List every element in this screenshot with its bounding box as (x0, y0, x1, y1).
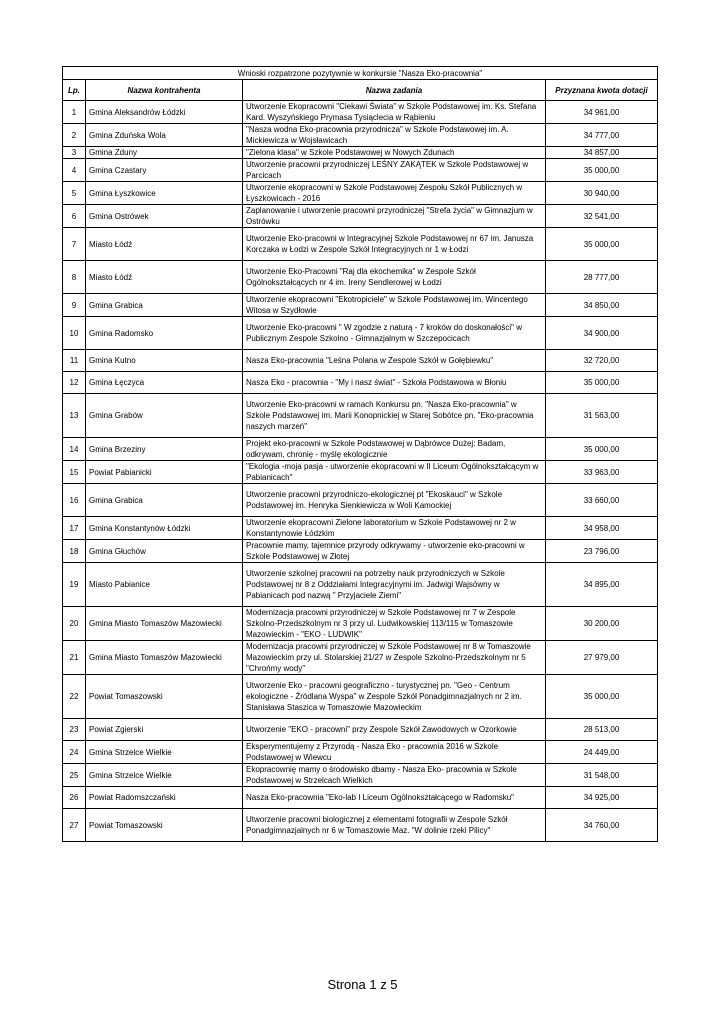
row-lp: 18 (63, 540, 86, 563)
row-contractor: Gmina Miasto Tomaszów Mazowiecki (86, 641, 243, 675)
row-lp: 2 (63, 124, 86, 147)
row-contractor: Gmina Kutno (86, 350, 243, 372)
row-lp: 22 (63, 675, 86, 719)
row-amount: 31 548,00 (546, 764, 658, 787)
row-contractor: Powiat Radomszczański (86, 787, 243, 809)
row-lp: 12 (63, 372, 86, 394)
row-amount: 31 563,00 (546, 394, 658, 438)
row-task: Nasza Eko - pracownia - "My i nasz świat" - Szkoła Podstawowa w Błoniu (243, 372, 546, 394)
row-amount: 35 000,00 (546, 228, 658, 261)
header-task: Nazwa zadania (243, 80, 546, 101)
row-contractor: Gmina Strzelce Wielkie (86, 741, 243, 764)
table-row (63, 607, 658, 641)
table-row (63, 317, 658, 350)
table-row (63, 124, 658, 147)
row-contractor: Miasto Łódź (86, 228, 243, 261)
table-row (63, 517, 658, 540)
table-row (63, 484, 658, 517)
row-task: Zaplanowanie i utworzenie pracowni przyrodniczej "Strefa życia" w Gimnazjum w Ostrówku (243, 205, 546, 228)
header-lp: Lp. (63, 80, 86, 101)
row-task: Utworzenie Ekopracowni "Ciekawi Świata" w Szkole Podstawowej im. Ks. Stefana Kard. Wyszyńskiego Prymasa Tysiąclecia w Rąbieniu (243, 101, 546, 124)
row-contractor: Gmina Głuchów (86, 540, 243, 563)
row-lp: 23 (63, 719, 86, 741)
table-row (63, 394, 658, 438)
row-lp: 3 (63, 147, 86, 159)
row-task: "Ekologia -moja pasja - utworzenie ekopracowni w II Liceum Ogólnokształcącym w Pabianicach" (243, 461, 546, 484)
table-title: Wnioski rozpatrzone pozytywnie w konkursie "Nasza Eko-pracownia" (63, 67, 658, 80)
table-row (63, 147, 658, 159)
row-contractor: Powiat Tomaszowski (86, 675, 243, 719)
table-row (63, 350, 658, 372)
row-task: Utworzenie Eko-Pracowni "Raj dla ekochemika" w Zespole Szkół Ogólnokształcących nr 4 im. Ireny Sendlerowej w Łodzi (243, 261, 546, 294)
row-amount: 24 449,00 (546, 741, 658, 764)
row-lp: 7 (63, 228, 86, 261)
row-contractor: Gmina Zduny (86, 147, 243, 159)
row-lp: 14 (63, 438, 86, 461)
row-task: Eksperymentujemy z Przyrodą - Nasza Eko - pracownia 2016 w Szkole Podstawowej w Wiewcu (243, 741, 546, 764)
row-task: Utworzenie pracowni przyrodniczo-ekologicznej pt "Ekoskauci" w Szkole Podstawowej im. Henryka Sienkiewicza w Woli Kamockiej (243, 484, 546, 517)
row-task: Utworzenie pracowni biologicznej z elementami fotografii w Zespole Szkół Ponadgimnazjalnych nr 6 w Tomaszowie Maz. "W dolinie rzeki Pilicy" (243, 809, 546, 842)
row-amount: 27 979,00 (546, 641, 658, 675)
row-task: Utworzenie Eko-pracowni w Integracyjnej Szkole Podstawowej nr 67 im. Janusza Korczaka w Łodzi w Zespole Szkół Integracyjnych nr 1 w Łodzi (243, 228, 546, 261)
table-row (63, 205, 658, 228)
row-contractor: Powiat Pabianicki (86, 461, 243, 484)
table-row (63, 461, 658, 484)
table-row (63, 438, 658, 461)
row-task: Modernizacja pracowni przyrodniczej w Szkole Podstawowej nr 7 w Zespole Szkolno-Przedszkolnym nr 3 przy ul. Ludwikowskiej 113/115 w Tomaszowie Mazowieckim - "EKO - LUDWIK" (243, 607, 546, 641)
row-task: Utworzenie szkolnej pracowni na potrzeby nauk przyrodniczych w Szkole Podstawowej nr 8 z Oddziałami Integracyjnymi im. Jadwigi Wajsówny w Pabianicach pod nazwą " Przyjaciele Ziemi" (243, 563, 546, 607)
table-row (63, 540, 658, 563)
table-row (63, 641, 658, 675)
row-task: Pracownie mamy, tajemnice przyrody odkrywamy - utworzenie eko-pracowni w Szkole Podstawowej w Złotej (243, 540, 546, 563)
page-number: Strona 1 z 5 (327, 977, 398, 992)
row-amount: 28 777,00 (546, 261, 658, 294)
row-contractor: Powiat Tomaszowski (86, 809, 243, 842)
row-task: Nasza Eko-pracownia "Eko-lab I Liceum Ogólnokształcącego w Radomsku" (243, 787, 546, 809)
row-lp: 4 (63, 159, 86, 182)
row-task: Utworzenie ekopracowni w Szkole Podstawowej Zespołu Szkół Publicznych w Łyszkowicach - 2016 (243, 182, 546, 205)
row-lp: 27 (63, 809, 86, 842)
table-row (63, 809, 658, 842)
table-row (63, 101, 658, 124)
row-lp: 8 (63, 261, 86, 294)
table-row (63, 719, 658, 741)
row-amount: 34 777,00 (546, 124, 658, 147)
row-amount: 34 925,00 (546, 787, 658, 809)
row-amount: 30 200,00 (546, 607, 658, 641)
row-amount: 33 660,00 (546, 484, 658, 517)
row-task: Modernizacja pracowni przyrodniczej w Szkole Podstawowej nr 8 w Tomaszowie Mazowieckim przy ul. Stolarskiej 21/27 w Zespole Szkolno-Przedszkolnym nr 5 "Chrońmy wody" (243, 641, 546, 675)
row-amount: 32 720,00 (546, 350, 658, 372)
row-task: Utworzenie Eko - pracowni geograficzno - turystycznej pn. "Geo - Centrum ekologiczne - Źródlana Wyspa" w Zespole Szkół Ponadgimnazjalnych nr 2 im. Stanisława Staszica w Tomaszowie Mazowieckim (243, 675, 546, 719)
row-lp: 24 (63, 741, 86, 764)
row-contractor: Powiat Zgierski (86, 719, 243, 741)
row-task: Utworzenie "EKO - pracowni" przy Zespole Szkół Zawodowych w Ozorkowie (243, 719, 546, 741)
row-contractor: Miasto Łódź (86, 261, 243, 294)
row-contractor: Gmina Zduńska Wola (86, 124, 243, 147)
row-amount: 30 940,00 (546, 182, 658, 205)
row-lp: 13 (63, 394, 86, 438)
row-lp: 15 (63, 461, 86, 484)
row-task: Utworzenie pracowni przyrodniczej LEŚNY ZAKĄTEK w Szkole Podstawowej w Parcicach (243, 159, 546, 182)
row-amount: 33 963,00 (546, 461, 658, 484)
row-contractor: Gmina Aleksandrów Łódzki (86, 101, 243, 124)
row-contractor: Gmina Czastary (86, 159, 243, 182)
row-amount: 35 000,00 (546, 372, 658, 394)
table-row (63, 182, 658, 205)
row-lp: 26 (63, 787, 86, 809)
row-contractor: Miasto Pabianice (86, 563, 243, 607)
row-contractor: Gmina Strzelce Wielkie (86, 764, 243, 787)
row-contractor: Gmina Grabica (86, 484, 243, 517)
row-task: Utworzenie Eko-pracowni w ramach Konkursu pn. "Nasza Eko-pracownia" w Szkole Podstawowej im. Marii Konopnickiej w Starej Sobótce pn. "Eko-pracownia naszych marzeń" (243, 394, 546, 438)
row-lp: 20 (63, 607, 86, 641)
table-row (63, 764, 658, 787)
row-amount: 23 796,00 (546, 540, 658, 563)
header-contractor: Nazwa kontrahenta (86, 80, 243, 101)
table-row (63, 228, 658, 261)
row-contractor: Gmina Łyszkowice (86, 182, 243, 205)
row-task: "Nasza wodna Eko-pracownia przyrodnicza" w Szkole Podstawowej im. A. Mickiewicza w Wojsławicach (243, 124, 546, 147)
row-contractor: Gmina Konstantynów Łódzki (86, 517, 243, 540)
row-amount: 35 000,00 (546, 675, 658, 719)
row-task: Projekt eko-pracowni w Szkole Podstawowej w Dąbrówce Dużej: Badam, odkrywam, chronię - myślę ekologicznie (243, 438, 546, 461)
row-amount: 35 000,00 (546, 438, 658, 461)
row-contractor: Gmina Grabów (86, 394, 243, 438)
grants-table (62, 66, 658, 842)
row-amount: 28 513,00 (546, 719, 658, 741)
table-row (63, 159, 658, 182)
row-task: Nasza Eko-pracownia "Leśna Polana w Zespole Szkół w Gołębiewku" (243, 350, 546, 372)
row-contractor: Gmina Łęczyca (86, 372, 243, 394)
row-amount: 34 857,00 (546, 147, 658, 159)
row-amount: 34 900,00 (546, 317, 658, 350)
row-lp: 16 (63, 484, 86, 517)
table-row (63, 741, 658, 764)
table-row (63, 787, 658, 809)
row-task: Ekopracownię mamy o środowisko dbamy - Nasza Eko- pracownia w Szkole Podstawowej w Strzelcach Wielkich (243, 764, 546, 787)
row-lp: 21 (63, 641, 86, 675)
row-contractor: Gmina Ostrówek (86, 205, 243, 228)
row-task: Utworzenie ekopracowni Zielone laboratorium w Szkole Podstawowej nr 2 w Konstantynowie Łódzkim (243, 517, 546, 540)
row-contractor: Gmina Brzeziny (86, 438, 243, 461)
row-task: Utworzenie Eko-pracowni " W zgodzie z naturą - 7 kroków do doskonałości" w Publicznym Zespole Szkolno - Gimnazjalnym w Szczepocicach (243, 317, 546, 350)
table-row (63, 294, 658, 317)
row-lp: 1 (63, 101, 86, 124)
row-amount: 34 760,00 (546, 809, 658, 842)
row-amount: 35 000,00 (546, 159, 658, 182)
row-amount: 34 895,00 (546, 563, 658, 607)
row-amount: 34 961,00 (546, 101, 658, 124)
table-row (63, 563, 658, 607)
row-amount: 34 958,00 (546, 517, 658, 540)
row-amount: 32 541,00 (546, 205, 658, 228)
row-contractor: Gmina Miasto Tomaszów Mazowiecki (86, 607, 243, 641)
table-row (63, 261, 658, 294)
row-task: "Zielona klasa" w Szkole Podstawowej w Nowych Zdunach (243, 147, 546, 159)
row-lp: 25 (63, 764, 86, 787)
row-lp: 5 (63, 182, 86, 205)
row-lp: 11 (63, 350, 86, 372)
row-contractor: Gmina Radomsko (86, 317, 243, 350)
row-lp: 19 (63, 563, 86, 607)
row-lp: 9 (63, 294, 86, 317)
row-lp: 10 (63, 317, 86, 350)
row-amount: 34 850,00 (546, 294, 658, 317)
row-task: Utworzenie ekopracowni "Ekotropiciele" w Szkole Podstawowej im. Wincentego Witosa w Szydłowie (243, 294, 546, 317)
header-amount: Przyznana kwota dotacji (546, 80, 658, 101)
row-lp: 6 (63, 205, 86, 228)
row-lp: 17 (63, 517, 86, 540)
table-row (63, 675, 658, 719)
row-contractor: Gmina Grabica (86, 294, 243, 317)
table-row (63, 372, 658, 394)
